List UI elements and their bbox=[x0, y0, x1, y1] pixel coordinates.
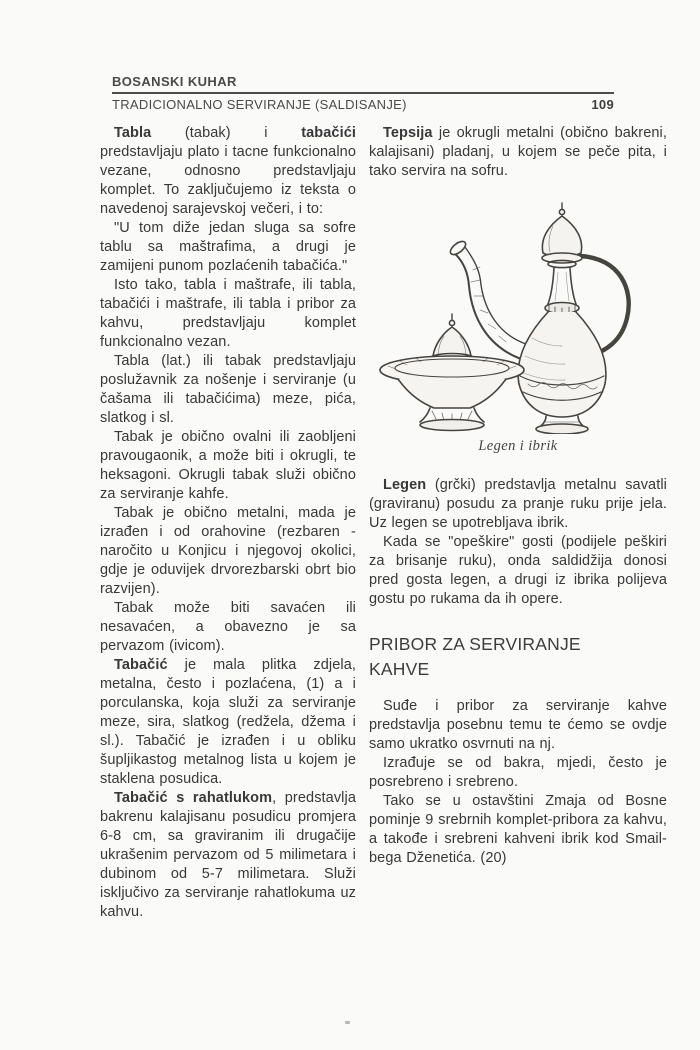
chapter-title: TRADICIONALNO SERVIRANJE (SALDISANJE) bbox=[112, 97, 407, 112]
scan-speck bbox=[345, 1021, 350, 1024]
bold-term: Tabačić s rahatlukom bbox=[114, 790, 273, 806]
page-number: 109 bbox=[591, 97, 614, 112]
figure-legen-ibrik bbox=[369, 198, 667, 455]
paragraph bbox=[100, 219, 356, 276]
text-run: je mala plitka zdjela, metalna, često i pozlaćena, (1) a i porculanska, koja služi za serviranje meze, sira, slatkog (redžela, džema i sl.). Tabačić je izrađen i u obliku šupljikastog metalnog lista u kojem je staklena posudica. bbox=[100, 657, 356, 787]
legen-and-ibrik-illustration bbox=[372, 198, 664, 434]
bold-term: Tabačić bbox=[114, 657, 168, 673]
bold-term: Tepsija bbox=[383, 125, 433, 141]
legen-drawing bbox=[380, 314, 524, 431]
paragraph bbox=[100, 352, 356, 428]
text-run: Tabak je obično ovalni ili zaobljeni pravougaonik, a može biti i okrugli, te heksagoni. Okrugli tabak služi obično za serviranje kahfe. bbox=[100, 429, 356, 502]
section-heading: PRIBOR ZA SERVIRANJE KAHVE bbox=[369, 634, 581, 679]
paragraph bbox=[100, 276, 356, 352]
text-run: Tabak je obično metalni, mada je izrađen i od orahovine (rezbaren - naročito u Konjicu i njegovoj okolici, gdje je oduvijek drvorezbarski obrt bio razvijen). bbox=[100, 505, 356, 597]
paragraph bbox=[369, 792, 667, 868]
right-middle-paragraphs bbox=[369, 476, 667, 609]
paragraph bbox=[369, 697, 667, 754]
bold-term: Legen bbox=[383, 477, 427, 493]
text-run: Tako se u ostavštini Zmaja od Bosne pominje 9 srebrnih komplet-pribora za kahvu, a takođe i srebreni kahveni ibrik kod Smail-bega Dženetića. (20) bbox=[369, 793, 667, 866]
paragraph bbox=[100, 789, 356, 922]
text-run: Tabak može biti savaćen ili nesavaćen, a obavezno je sa pervazom (ivicom). bbox=[100, 600, 356, 654]
text-run: "U tom diže jedan sluga sa sofre tablu sa maštrafima, a drugi je zamijeni punom pozlaćenih tabačića." bbox=[100, 220, 356, 274]
right-bottom-paragraphs bbox=[369, 697, 667, 868]
right-column bbox=[369, 124, 667, 868]
paragraph bbox=[100, 124, 356, 219]
right-top-paragraphs bbox=[369, 124, 667, 181]
text-run: , predstavlja bakrenu kalajisanu posudicu promjera 6-8 cm, sa graviranim ili drugačije ukrašenim pervazom od 5 milimetara i dubinom od 5-7 milimetara. Služi isključivo za serviranje rahatlokuma uz kahvu. bbox=[100, 790, 356, 920]
figure-caption: Legen i ibrik bbox=[478, 438, 558, 454]
paragraph bbox=[369, 124, 667, 181]
text-run: je okrugli metalni (obično bakreni, kalajisani) pladanj, u kojem se peče pita, i tako servira na sofru. bbox=[369, 125, 667, 179]
bold-term: tabačići bbox=[301, 125, 356, 141]
text-run: predstavljaju plato i tacne funkcionalno vezane, odnosno predstavljaju komplet. To zaključujemo iz teksta o navedenoj sarajevskoj večeri, i to: bbox=[100, 144, 356, 217]
paragraph bbox=[369, 754, 667, 792]
paragraph bbox=[100, 599, 356, 656]
paragraph bbox=[369, 476, 667, 533]
paragraph bbox=[100, 504, 356, 599]
text-run: (tabak) i bbox=[151, 125, 302, 141]
text-run: Suđe i pribor za serviranje kahve predstavlja posebnu temu te ćemo se ovdje samo ukratko osvrnuti na nj. bbox=[369, 698, 667, 752]
text-run: Kada se "opeškire" gosti (podijele peškiri za brisanje ruku), onda saldidžija donosi pred gosta legen, a drugi iz ibrika polijeva gostu po rukama da ih opere. bbox=[369, 534, 667, 607]
text-run: Isto tako, tabla i maštrafe, ili tabla, tabačići i maštrafe, ili tabla i pribor za kahvu, predstavljaju komplet funkcionalno vezan. bbox=[100, 277, 356, 350]
text-run: Tabla (lat.) ili tabak predstavljaju poslužavnik za nošenje i serviranje (u čašama ili tabačićima) meze, pića, slatkog i sl. bbox=[100, 353, 356, 426]
paragraph bbox=[100, 428, 356, 504]
text-run: Izrađuje se od bakra, mjedi, često je posrebreno i srebreno. bbox=[369, 755, 667, 790]
text-run: (grčki) predstavlja metalnu savatli (graviranu) posudu za pranje ruku prije jela. Uz legen se upotrebljava ibrik. bbox=[369, 477, 667, 531]
book-title: BOSANSKI KUHAR bbox=[112, 74, 237, 89]
paragraph bbox=[369, 533, 667, 609]
left-column bbox=[100, 124, 356, 922]
chapter-row bbox=[112, 94, 614, 112]
bold-term: Tabla bbox=[114, 125, 152, 141]
paragraph bbox=[100, 656, 356, 789]
page-header bbox=[112, 74, 614, 112]
